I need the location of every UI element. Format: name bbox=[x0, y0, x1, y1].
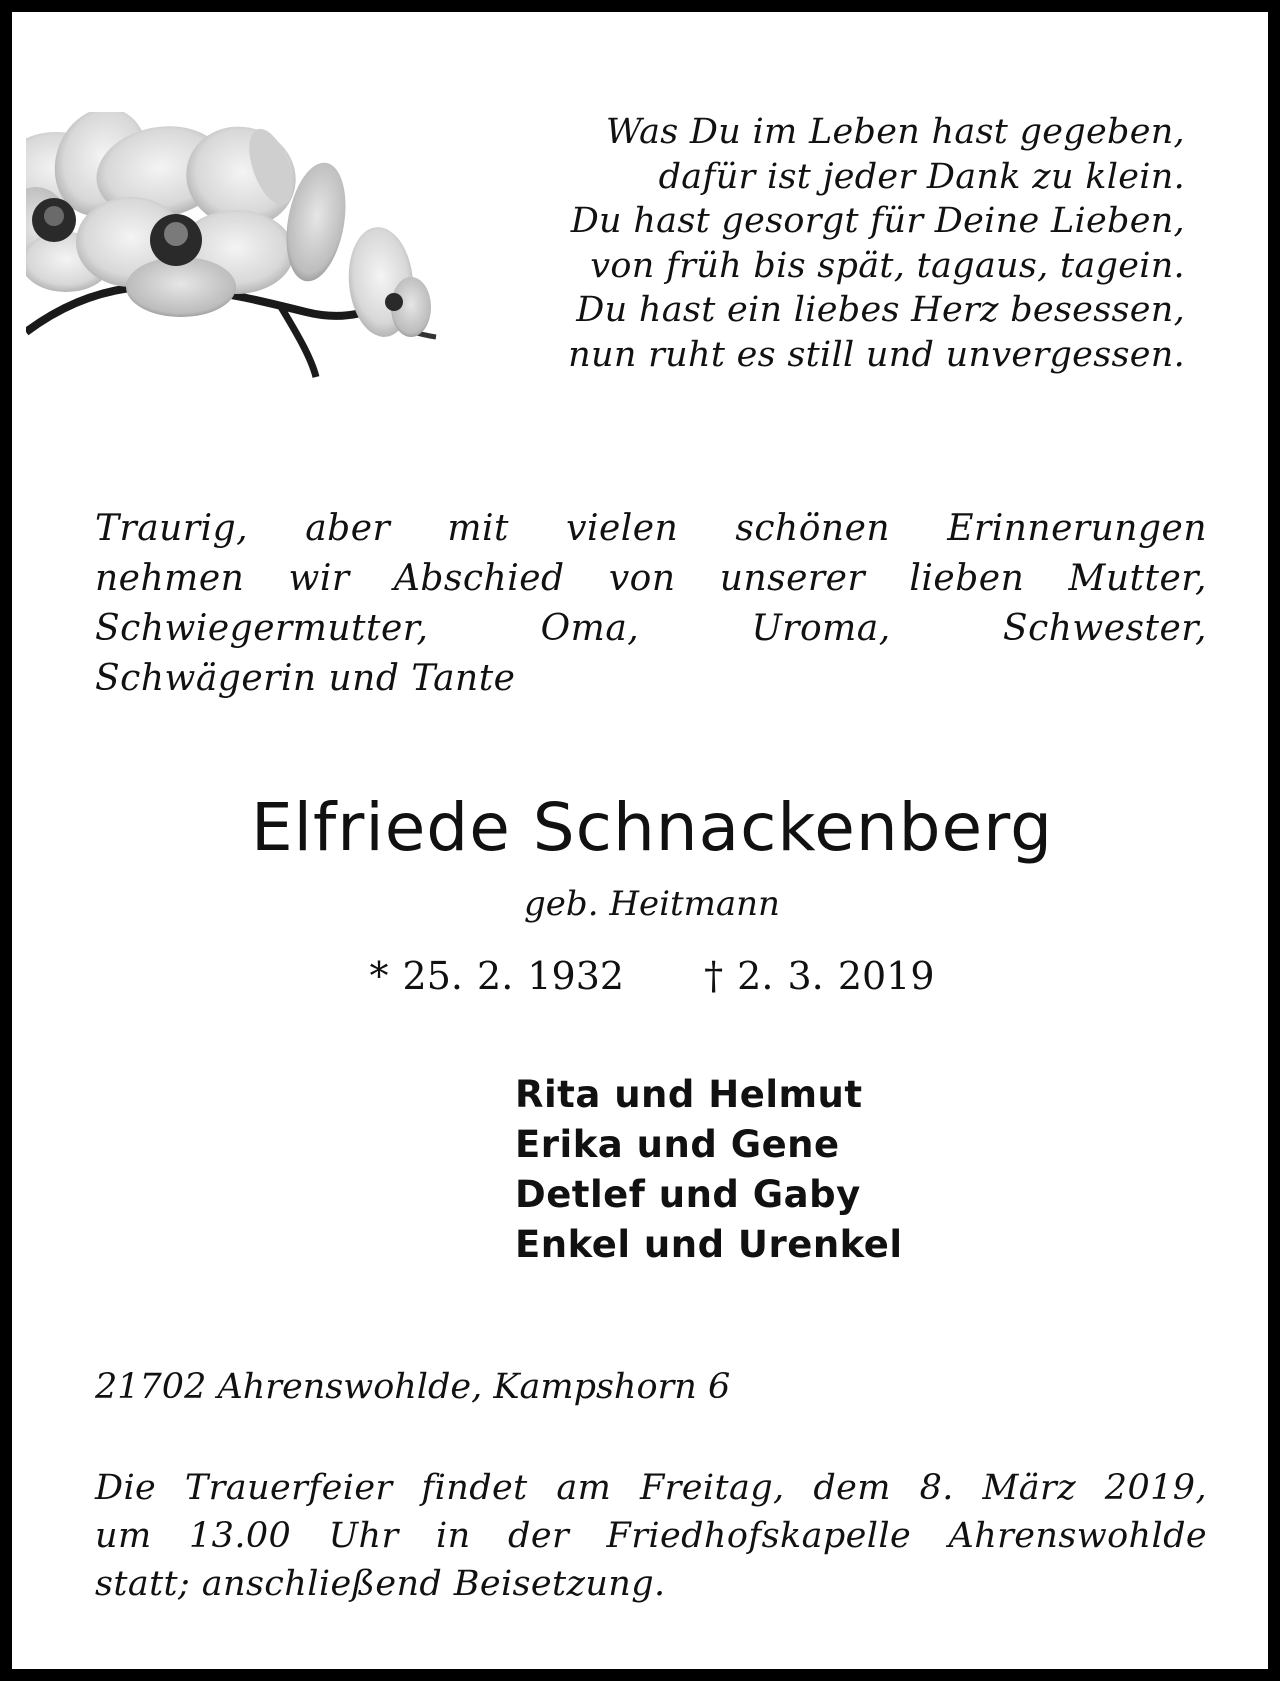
mourner-entry: Detlef und Gaby bbox=[515, 1173, 861, 1216]
poem-line: dafür ist jeder Dank zu klein. bbox=[658, 156, 1185, 197]
farewell-line: nehmen wir Abschied von unserer lieben Mutter, bbox=[95, 558, 1207, 599]
poem-line: nun ruht es still und unvergessen. bbox=[568, 334, 1185, 375]
funeral-details bbox=[95, 1464, 1207, 1608]
death-date: † 2. 3. 2019 bbox=[704, 954, 935, 998]
poem-line: von früh bis spät, tagaus, tagein. bbox=[590, 245, 1185, 286]
poem-line: Du hast ein liebes Herz besessen, bbox=[576, 290, 1185, 330]
funeral-line: statt; anschließend Beisetzung. bbox=[95, 1564, 666, 1604]
mourner-entry: Erika und Gene bbox=[515, 1123, 840, 1166]
mourner-entry: Rita und Helmut bbox=[515, 1073, 863, 1116]
mourners-list bbox=[515, 1070, 903, 1270]
farewell-line: Traurig, aber mit vielen schönen Erinnerungen bbox=[95, 508, 1207, 549]
farewell-line: Schwiegermutter, Oma, Uroma, Schwester, bbox=[95, 608, 1207, 649]
memorial-poem bbox=[568, 110, 1185, 377]
maiden-name: geb. Heitmann bbox=[524, 884, 780, 924]
orchid-icon bbox=[26, 112, 466, 412]
birth-date: * 25. 2. 1932 bbox=[369, 954, 625, 998]
farewell-line: Schwägerin und Tante bbox=[95, 658, 516, 699]
mourner-entry: Enkel und Urenkel bbox=[515, 1223, 903, 1266]
farewell-text bbox=[95, 504, 1207, 704]
poem-line: Du hast gesorgt für Deine Lieben, bbox=[570, 201, 1185, 241]
funeral-line: um 13.00 Uhr in der Friedhofskapelle Ahrenswohlde bbox=[95, 1516, 1207, 1556]
family-address: 21702 Ahrenswohlde, Kampshorn 6 bbox=[95, 1367, 731, 1407]
poem-line: Was Du im Leben hast gegeben, bbox=[605, 112, 1185, 152]
deceased-name: Elfriede Schnackenberg bbox=[250, 789, 1054, 866]
funeral-line: Die Trauerfeier findet am Freitag, dem 8. März 2019, bbox=[95, 1468, 1207, 1508]
life-dates bbox=[12, 952, 1280, 1000]
